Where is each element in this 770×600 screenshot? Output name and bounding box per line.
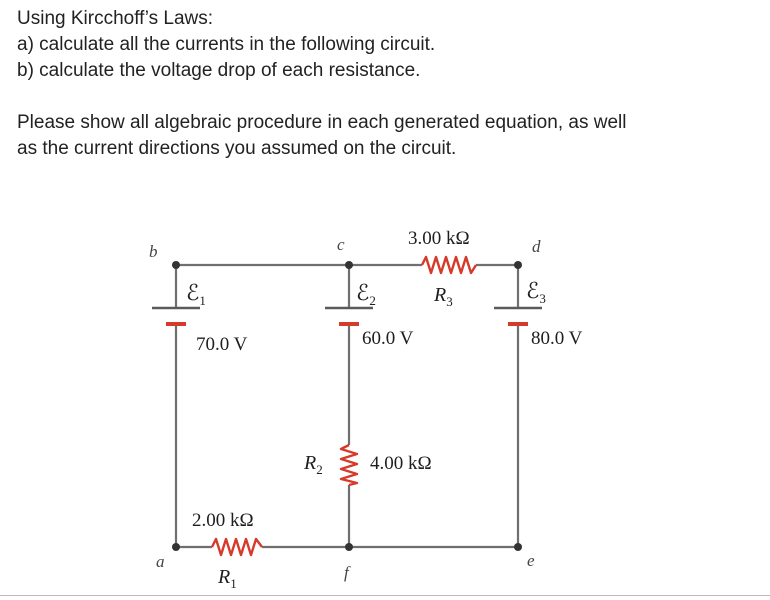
node-label-c: c xyxy=(337,235,345,254)
question-part-a: a) calculate all the currents in the following circuit. xyxy=(17,34,436,55)
emf1-value: 70.0 V xyxy=(196,334,248,355)
emf2-label xyxy=(356,280,376,308)
question-note-line1: Please show all algebraic procedure in each generated equation, as well xyxy=(17,112,627,133)
question-part-b: b) calculate the voltage drop of each resistance. xyxy=(17,60,421,81)
resistor-r1 xyxy=(212,539,262,555)
emf2-symbol: ℰ xyxy=(356,280,370,305)
bottom-divider xyxy=(0,595,770,596)
r3-symbol: R xyxy=(434,284,447,306)
junction-a xyxy=(172,543,180,551)
resistor-r2 xyxy=(341,445,357,485)
junction-c xyxy=(345,261,353,269)
spacer xyxy=(17,84,757,110)
node-label-a: a xyxy=(156,552,165,571)
emf2-subscript: 2 xyxy=(369,293,376,308)
r1-value: 2.00 kΩ xyxy=(192,510,254,531)
battery-emf1 xyxy=(152,308,200,324)
r3-subscript: 3 xyxy=(446,294,453,309)
question-note-line2: as the current directions you assumed on the circuit. xyxy=(17,138,457,159)
emf1-label xyxy=(186,280,206,308)
circuit-diagram xyxy=(0,200,770,600)
emf2-value: 60.0 V xyxy=(362,328,414,349)
r1-symbol: R xyxy=(218,566,231,588)
junction-e xyxy=(514,543,522,551)
emf1-subscript: 1 xyxy=(199,293,206,308)
question-intro: Using Kircchoff’s Laws: xyxy=(17,8,214,29)
node-label-f: f xyxy=(344,563,349,582)
junction-b xyxy=(172,261,180,269)
battery-emf2 xyxy=(325,308,373,324)
emf3-label xyxy=(526,278,546,306)
question-text xyxy=(17,6,757,162)
r2-symbol: R xyxy=(304,452,317,474)
r1-subscript: 1 xyxy=(230,576,237,591)
r3-label xyxy=(433,284,453,309)
emf1-symbol: ℰ xyxy=(186,280,200,305)
node-label-e: e xyxy=(527,551,535,570)
emf3-subscript: 3 xyxy=(539,291,546,306)
emf3-value: 80.0 V xyxy=(531,328,583,349)
junction-d xyxy=(514,261,522,269)
battery-emf3 xyxy=(494,308,542,324)
node-label-b: b xyxy=(149,242,158,261)
junction-f xyxy=(345,543,353,551)
r3-value: 3.00 kΩ xyxy=(408,228,470,249)
emf3-symbol: ℰ xyxy=(526,278,540,303)
resistor-r3 xyxy=(422,257,476,273)
r1-label xyxy=(217,566,237,591)
r2-subscript: 2 xyxy=(316,462,323,477)
r2-label xyxy=(303,452,323,477)
r2-value: 4.00 kΩ xyxy=(370,453,432,474)
node-label-d: d xyxy=(532,237,541,256)
